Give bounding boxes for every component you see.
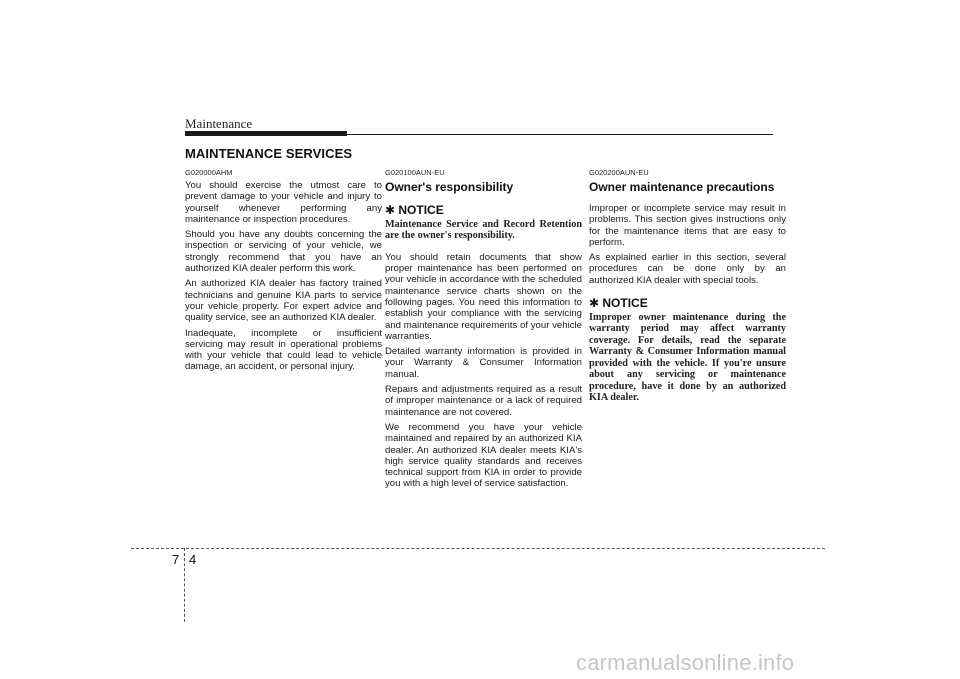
paragraph: Should you have any doubts concerning the inspection or servicing of your vehicle, we strongly recommend that you have an authorized KIA dealer perform this work. [185, 229, 382, 275]
column-1 [185, 168, 382, 377]
paragraph: As explained earlier in this section, several procedures can be done only by an authorized KIA dealer with special tools. [589, 252, 786, 286]
paragraph: We recommend you have your vehicle maintained and repaired by an authorized KIA dealer. An authorized KIA dealer meets KIA's high service quality standards and receives technical support from KIA in order to provide you with a high level of service satisfaction. [385, 421, 582, 490]
footer-vertical-rule [184, 548, 185, 622]
header-rule-thin [347, 134, 773, 135]
section-code: G020000AHM [185, 168, 233, 177]
paragraph: Improper or incomplete service may result in problems. This section gives instructions only for the maintenance items that are easy to perform. [589, 203, 786, 248]
header-rule-thick [185, 131, 347, 136]
column-2 [385, 168, 582, 494]
notice-heading: ✱ NOTICE [589, 296, 648, 311]
paragraph: An authorized KIA dealer has factory trained technicians and genuine KIA parts to service your vehicle properly. For expert advice and quality service, see an authorized KIA dealer. [185, 278, 382, 324]
notice-text: Improper owner maintenance during the warranty period may affect warranty coverage. For details, read the separate Warranty & Consumer Information manual provided with the vehicle. If you're unsure about any servicing or maintenance procedure, have it done by an authorized KIA dealer. [589, 312, 786, 403]
notice-text: Maintenance Service and Record Retention are the owner's responsibility. [385, 219, 582, 242]
paragraph: You should retain documents that show proper maintenance has been performed on your vehicle in accordance with the scheduled maintenance service charts shown on the following pages. You need this information to establish your compliance with the servicing and maintenance requirements of your vehicle warranties. [385, 251, 582, 342]
chapter-number: 7 [172, 552, 180, 567]
section-code: G020200AUN-EU [589, 168, 649, 177]
notice-heading: ✱ NOTICE [385, 203, 444, 217]
section-code: G020100AUN-EU [385, 168, 445, 177]
paragraph: You should exercise the utmost care to prevent damage to your vehicle and injury to yourself whenever performing any maintenance or inspection procedures. [185, 180, 382, 225]
section-title: MAINTENANCE SERVICES [185, 146, 353, 161]
subsection-heading: Owner's responsibility [385, 180, 514, 194]
subsection-heading: Owner maintenance precautions [589, 180, 775, 194]
paragraph: Repairs and adjustments required as a result of improper maintenance or a lack of required maintenance are not covered. [385, 384, 582, 418]
paragraph: Detailed warranty information is provided in your Warranty & Consumer Information manual. [385, 346, 582, 380]
watermark: carmanualsonline.info [576, 650, 795, 675]
page-number: 4 [189, 552, 197, 567]
footer-rule [131, 548, 825, 549]
paragraph: Inadequate, incomplete or insufficient servicing may result in operational problems with your vehicle that could lead to vehicle damage, an accident, or personal injury. [185, 327, 382, 373]
running-header: Maintenance [185, 116, 253, 131]
column-3 [589, 168, 786, 413]
